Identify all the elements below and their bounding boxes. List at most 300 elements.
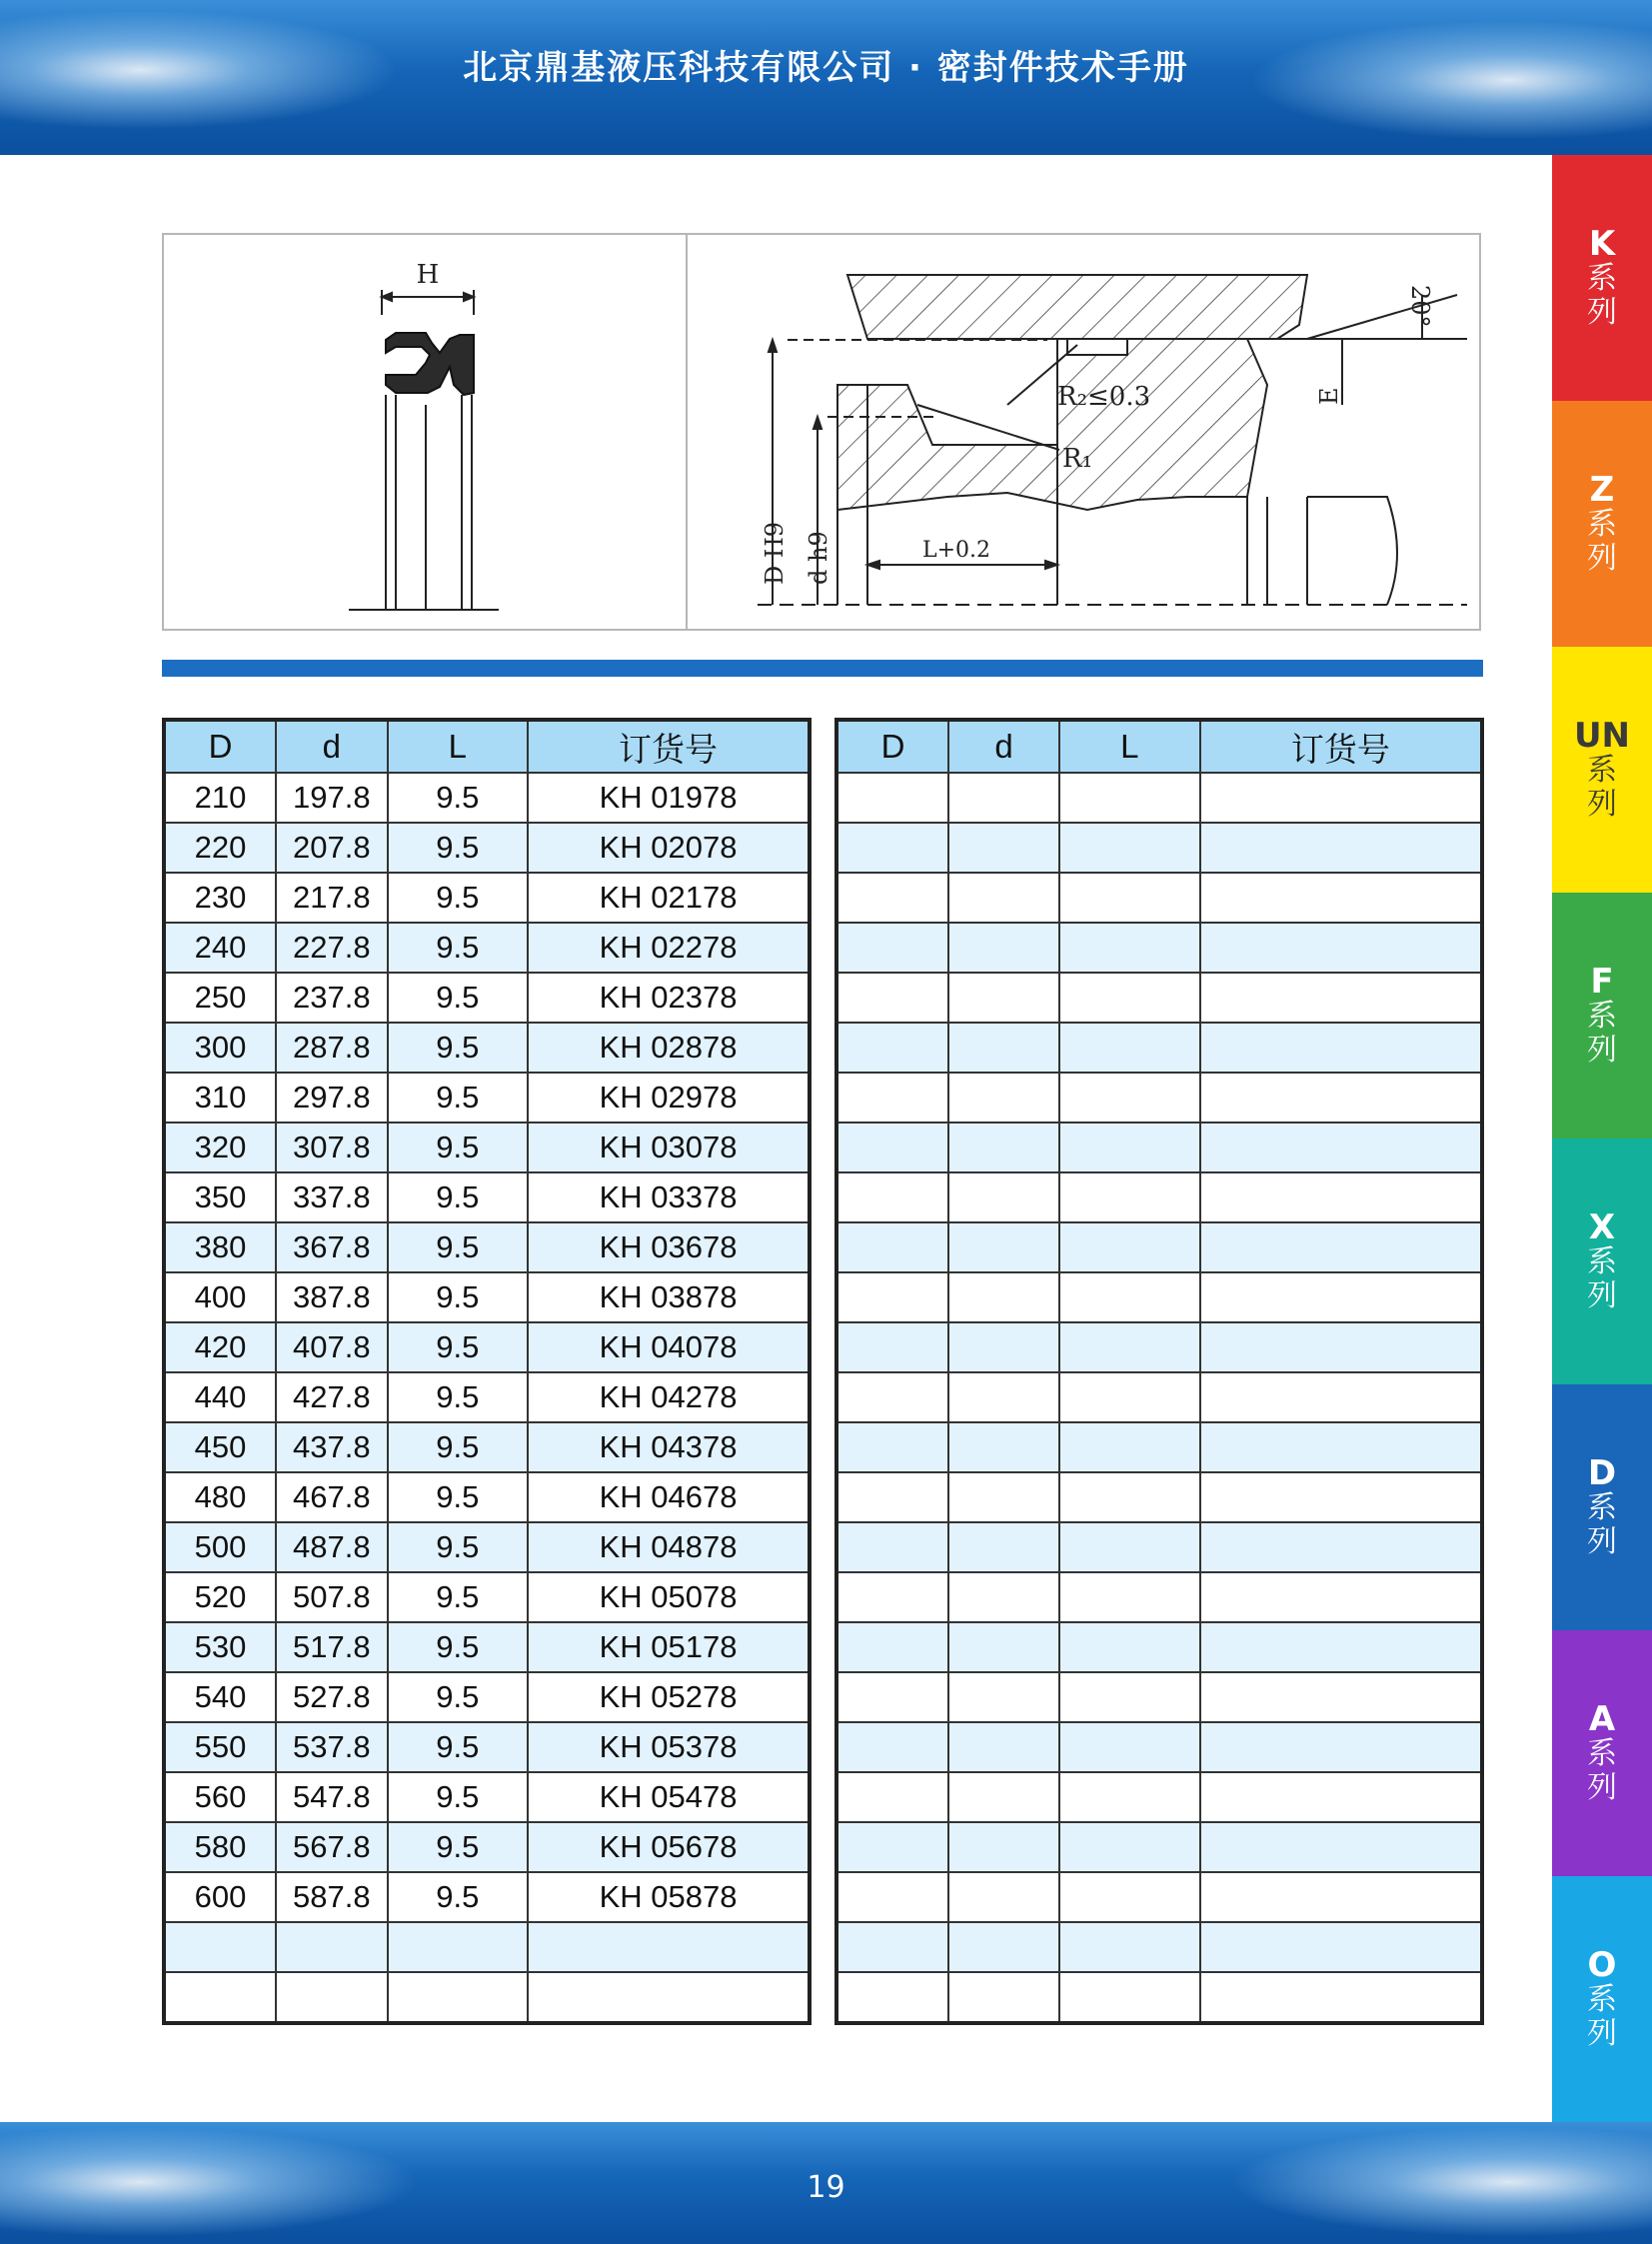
table-row [164, 1772, 810, 1822]
table-row [164, 1722, 810, 1772]
section-divider [162, 660, 1483, 677]
cell-d-inner: 197.8 [276, 773, 387, 823]
cell-d-inner [948, 1422, 1059, 1472]
table-row [164, 1972, 810, 2023]
cell-d-inner [948, 1172, 1059, 1222]
label-angle: 20° [1406, 285, 1434, 328]
cell-d-inner: 467.8 [276, 1472, 387, 1522]
cell-d-outer [836, 1522, 948, 1572]
table-row [836, 923, 1482, 973]
table-row [836, 1772, 1482, 1822]
cell-d-outer: 600 [164, 1872, 276, 1922]
cell-l [1059, 1622, 1200, 1672]
page-title: 北京鼎基液压科技有限公司 · 密封件技术手册 [463, 48, 1189, 88]
cell-order-no [1200, 1322, 1482, 1372]
cell-l: 9.5 [388, 873, 528, 923]
label-d-upper: D H9 [761, 521, 789, 585]
cell-l [1059, 1172, 1200, 1222]
cell-l [1059, 1122, 1200, 1172]
cell-order-no [1200, 1872, 1482, 1922]
series-tab-letter: Z [1589, 470, 1615, 510]
cell-l: 9.5 [388, 1472, 528, 1522]
table-row [164, 923, 810, 973]
cell-l: 9.5 [388, 1372, 528, 1422]
series-tab[interactable] [1552, 647, 1652, 893]
cell-order-no [1200, 1772, 1482, 1822]
cell-d-inner [276, 1972, 387, 2023]
series-tab-label: 系列 [1587, 1244, 1617, 1313]
cell-l [388, 1972, 528, 2023]
cell-order-no: KH 03878 [528, 1272, 810, 1322]
header-d-outer: D [836, 720, 948, 773]
cell-l: 9.5 [388, 1622, 528, 1672]
cell-d-inner [948, 1122, 1059, 1172]
table-row [164, 873, 810, 923]
series-tab-label: 系列 [1587, 261, 1617, 330]
cell-l [1059, 1672, 1200, 1722]
cell-l: 9.5 [388, 1772, 528, 1822]
cell-d-inner: 217.8 [276, 873, 387, 923]
cell-order-no: KH 05478 [528, 1772, 810, 1822]
cell-l: 9.5 [388, 1272, 528, 1322]
table-row [164, 1122, 810, 1172]
table-row [164, 1372, 810, 1422]
header-d-inner: d [276, 720, 387, 773]
cell-order-no [1200, 773, 1482, 823]
cell-d-inner: 307.8 [276, 1122, 387, 1172]
cell-l: 9.5 [388, 1572, 528, 1622]
cell-order-no [1200, 923, 1482, 973]
cell-order-no [1200, 1172, 1482, 1222]
cell-order-no: KH 05878 [528, 1872, 810, 1922]
table-row [836, 1622, 1482, 1672]
cell-l [1059, 1322, 1200, 1372]
series-tab-label: 系列 [1587, 1490, 1617, 1559]
seal-drawing [162, 233, 1481, 631]
cell-d-outer [836, 1222, 948, 1272]
spec-table-left [162, 718, 812, 2025]
cell-d-outer: 550 [164, 1722, 276, 1772]
table-row [836, 1922, 1482, 1972]
series-tab-label: 系列 [1587, 999, 1617, 1068]
table-row [164, 1172, 810, 1222]
table-row [836, 1322, 1482, 1372]
cell-l [1059, 973, 1200, 1023]
series-tab[interactable] [1552, 1630, 1652, 1876]
cell-d-outer [836, 1822, 948, 1872]
table-row [164, 1522, 810, 1572]
cell-order-no [1200, 1122, 1482, 1172]
cell-l [1059, 1422, 1200, 1472]
cell-d-inner [948, 1322, 1059, 1372]
table-row [836, 973, 1482, 1023]
cell-d-outer: 300 [164, 1023, 276, 1073]
cell-l [1059, 1472, 1200, 1522]
cell-d-outer [836, 1073, 948, 1122]
cell-order-no [1200, 1372, 1482, 1422]
cell-l: 9.5 [388, 1172, 528, 1222]
header-d-outer: D [164, 720, 276, 773]
series-tab-label: 系列 [1587, 1982, 1617, 2051]
table-row [164, 823, 810, 873]
groove-diagram [688, 235, 1483, 629]
table-row [164, 1073, 810, 1122]
cell-d-inner: 507.8 [276, 1572, 387, 1622]
cell-d-inner [948, 1672, 1059, 1722]
cell-order-no [1200, 1472, 1482, 1522]
cell-l: 9.5 [388, 1522, 528, 1572]
table-row [836, 1372, 1482, 1422]
cell-order-no [1200, 873, 1482, 923]
table-row [164, 1222, 810, 1272]
cell-d-inner [948, 1872, 1059, 1922]
table-row [164, 1472, 810, 1522]
cell-l [1059, 1272, 1200, 1322]
seal-cross-section [386, 333, 474, 395]
table-row [164, 1872, 810, 1922]
table-row [836, 1472, 1482, 1522]
cell-d-outer: 480 [164, 1472, 276, 1522]
cell-order-no: KH 05378 [528, 1722, 810, 1772]
header-order-no: 订货号 [528, 720, 810, 773]
cell-d-outer [836, 1472, 948, 1522]
cell-order-no: KH 02278 [528, 923, 810, 973]
cell-order-no: KH 04078 [528, 1322, 810, 1372]
cell-d-inner [948, 1073, 1059, 1122]
series-tab[interactable] [1552, 401, 1652, 647]
cell-order-no [1200, 1222, 1482, 1272]
cell-l [1059, 1222, 1200, 1272]
cell-order-no [1200, 1722, 1482, 1772]
cell-d-outer [836, 823, 948, 873]
cell-l [1059, 1972, 1200, 2023]
cell-d-outer: 450 [164, 1422, 276, 1472]
cell-l: 9.5 [388, 1872, 528, 1922]
cell-d-inner: 207.8 [276, 823, 387, 873]
cell-d-outer [836, 1772, 948, 1822]
footer-banner [0, 2122, 1652, 2244]
cell-d-outer [836, 1272, 948, 1322]
cell-d-outer [164, 1972, 276, 2023]
cell-d-outer [836, 1572, 948, 1622]
cell-l: 9.5 [388, 1822, 528, 1872]
table-row [164, 773, 810, 823]
cell-d-inner: 297.8 [276, 1073, 387, 1122]
series-tab-letter: X [1588, 1207, 1616, 1247]
label-e: E [1315, 387, 1343, 405]
series-tab[interactable] [1552, 1876, 1652, 2122]
cell-l: 9.5 [388, 1722, 528, 1772]
series-tab-letter: K [1588, 224, 1616, 264]
cell-d-outer: 420 [164, 1322, 276, 1372]
cell-order-no: KH 05278 [528, 1672, 810, 1722]
cell-d-outer [836, 1322, 948, 1372]
cell-order-no [1200, 973, 1482, 1023]
table-header-row [164, 720, 810, 773]
cell-d-inner: 227.8 [276, 923, 387, 973]
table-row [164, 1322, 810, 1372]
cell-order-no: KH 03378 [528, 1172, 810, 1222]
cell-order-no [1200, 1023, 1482, 1073]
cell-d-inner [948, 1572, 1059, 1622]
cell-order-no: KH 03078 [528, 1122, 810, 1172]
table-row [836, 1872, 1482, 1922]
cell-l: 9.5 [388, 1322, 528, 1372]
cell-d-inner [948, 1622, 1059, 1672]
series-tab[interactable] [1552, 1138, 1652, 1384]
table-row [164, 1822, 810, 1872]
page-number: 19 [807, 2170, 845, 2205]
cell-d-outer: 500 [164, 1522, 276, 1572]
cell-order-no [1200, 1622, 1482, 1672]
cell-l [1059, 1872, 1200, 1922]
table-row [164, 1922, 810, 1972]
cell-order-no: KH 04378 [528, 1422, 810, 1472]
series-tab-label: 系列 [1587, 753, 1617, 822]
cell-d-inner: 367.8 [276, 1222, 387, 1272]
label-d-lower: d h9 [805, 531, 832, 585]
cell-l: 9.5 [388, 923, 528, 973]
cell-l [1059, 1023, 1200, 1073]
cell-order-no: KH 04278 [528, 1372, 810, 1422]
table-row [836, 1972, 1482, 2023]
cell-d-inner [948, 823, 1059, 873]
cell-order-no [1200, 1572, 1482, 1622]
table-row [836, 1572, 1482, 1622]
cell-l [1059, 1522, 1200, 1572]
cell-d-inner [276, 1922, 387, 1972]
table-row [836, 873, 1482, 923]
cell-d-outer: 320 [164, 1122, 276, 1172]
series-tab-label: 系列 [1587, 507, 1617, 576]
cell-d-outer [836, 1972, 948, 2023]
cell-d-inner [948, 1772, 1059, 1822]
table-row [836, 1073, 1482, 1122]
series-tab-letter: D [1587, 1453, 1617, 1493]
cell-l [1059, 1073, 1200, 1122]
table-row [836, 1672, 1482, 1722]
cell-d-outer: 440 [164, 1372, 276, 1422]
cell-l [1059, 1922, 1200, 1972]
cell-l: 9.5 [388, 1122, 528, 1172]
cell-l [1059, 823, 1200, 873]
cell-l [1059, 1722, 1200, 1772]
cell-order-no: KH 02878 [528, 1023, 810, 1073]
cell-order-no: KH 04878 [528, 1522, 810, 1572]
cell-order-no [528, 1922, 810, 1972]
cell-d-inner: 537.8 [276, 1722, 387, 1772]
cell-l [388, 1922, 528, 1972]
cell-order-no: KH 04678 [528, 1472, 810, 1522]
cell-d-outer [836, 1922, 948, 1972]
header-banner [0, 0, 1652, 155]
series-tab-letter: UN [1573, 716, 1631, 756]
cell-d-outer [836, 1672, 948, 1722]
cell-d-inner [948, 1522, 1059, 1572]
cell-d-outer: 250 [164, 973, 276, 1023]
series-tab-letter: F [1590, 962, 1614, 1002]
seal-profile-diagram [164, 235, 684, 629]
cell-l: 9.5 [388, 1073, 528, 1122]
cell-d-inner: 437.8 [276, 1422, 387, 1472]
cell-l: 9.5 [388, 1023, 528, 1073]
cell-d-outer [836, 1422, 948, 1472]
cell-l [1059, 1372, 1200, 1422]
spec-table-right [834, 718, 1484, 2025]
cell-order-no: KH 05678 [528, 1822, 810, 1872]
cell-d-inner: 517.8 [276, 1622, 387, 1672]
label-l: L+0.2 [922, 538, 991, 563]
series-tab[interactable] [1552, 155, 1652, 401]
cell-l: 9.5 [388, 823, 528, 873]
cell-l: 9.5 [388, 773, 528, 823]
table-row [164, 1672, 810, 1722]
label-r1: R₁ [1062, 444, 1092, 474]
cell-d-outer [836, 773, 948, 823]
table-row [836, 1122, 1482, 1172]
cell-d-inner: 487.8 [276, 1522, 387, 1572]
cell-d-outer [836, 923, 948, 973]
header-l: L [1059, 720, 1200, 773]
cell-d-inner [948, 873, 1059, 923]
cell-order-no: KH 05178 [528, 1622, 810, 1672]
cell-order-no [1200, 1822, 1482, 1872]
table-row [164, 1272, 810, 1322]
cell-d-outer [836, 1872, 948, 1922]
cell-d-inner: 407.8 [276, 1322, 387, 1372]
cell-d-outer: 230 [164, 873, 276, 923]
cell-order-no: KH 02078 [528, 823, 810, 873]
cell-l: 9.5 [388, 1422, 528, 1472]
cell-d-inner [948, 1472, 1059, 1522]
cell-d-inner [948, 1822, 1059, 1872]
label-r2: R₂≤0.3 [1057, 382, 1151, 412]
cell-d-outer: 310 [164, 1073, 276, 1122]
cell-d-inner: 527.8 [276, 1672, 387, 1722]
cell-d-inner: 567.8 [276, 1822, 387, 1872]
table-row [836, 773, 1482, 823]
table-header-row [836, 720, 1482, 773]
cell-l: 9.5 [388, 1672, 528, 1722]
cell-d-outer: 540 [164, 1672, 276, 1722]
cell-d-inner [948, 1372, 1059, 1422]
table-row [164, 1572, 810, 1622]
cell-d-inner: 237.8 [276, 973, 387, 1023]
cell-d-outer [164, 1922, 276, 1972]
cell-d-inner: 547.8 [276, 1772, 387, 1822]
cell-l [1059, 1822, 1200, 1872]
cell-order-no [528, 1972, 810, 2023]
cell-d-inner [948, 773, 1059, 823]
cell-d-outer: 220 [164, 823, 276, 873]
cell-order-no [1200, 1522, 1482, 1572]
table-row [836, 1172, 1482, 1222]
cell-d-outer: 350 [164, 1172, 276, 1222]
table-row [836, 1822, 1482, 1872]
cell-d-outer: 400 [164, 1272, 276, 1322]
table-row [836, 1522, 1482, 1572]
cell-d-outer [836, 973, 948, 1023]
series-tab-letter: A [1588, 1699, 1616, 1739]
table-row [836, 1422, 1482, 1472]
cell-l [1059, 1572, 1200, 1622]
cell-d-outer: 560 [164, 1772, 276, 1822]
label-h: H [416, 260, 440, 290]
cell-d-outer: 240 [164, 923, 276, 973]
cell-d-inner [948, 1972, 1059, 2023]
cell-order-no [1200, 1972, 1482, 2023]
cell-order-no: KH 02178 [528, 873, 810, 923]
cell-l [1059, 1772, 1200, 1822]
series-tab-label: 系列 [1587, 1736, 1617, 1805]
cell-order-no [1200, 1922, 1482, 1972]
cell-d-outer: 210 [164, 773, 276, 823]
cell-d-outer [836, 1023, 948, 1073]
series-tab-letter: O [1587, 1945, 1617, 1985]
cell-order-no: KH 02378 [528, 973, 810, 1023]
cell-d-outer [836, 1722, 948, 1772]
cell-order-no: KH 03678 [528, 1222, 810, 1272]
series-tabs [1552, 155, 1652, 2122]
cell-d-inner [948, 973, 1059, 1023]
cell-order-no [1200, 1672, 1482, 1722]
cell-order-no: KH 05078 [528, 1572, 810, 1622]
table-row [164, 1422, 810, 1472]
cell-order-no [1200, 823, 1482, 873]
cell-d-inner [948, 1922, 1059, 1972]
table-row [836, 1722, 1482, 1772]
cell-order-no [1200, 1272, 1482, 1322]
table-row [836, 1222, 1482, 1272]
cell-l [1059, 773, 1200, 823]
cell-d-inner [948, 1722, 1059, 1772]
table-row [836, 823, 1482, 873]
cell-d-outer [836, 873, 948, 923]
cell-d-inner: 287.8 [276, 1023, 387, 1073]
cell-d-outer: 580 [164, 1822, 276, 1872]
cell-l: 9.5 [388, 973, 528, 1023]
table-row [164, 1622, 810, 1672]
cell-order-no [1200, 1422, 1482, 1472]
cell-order-no [1200, 1073, 1482, 1122]
cell-d-outer: 520 [164, 1572, 276, 1622]
cell-l: 9.5 [388, 1222, 528, 1272]
cell-l [1059, 873, 1200, 923]
cell-l [1059, 923, 1200, 973]
cell-d-outer [836, 1372, 948, 1422]
header-l: L [388, 720, 528, 773]
cell-d-outer: 530 [164, 1622, 276, 1672]
cell-d-inner: 427.8 [276, 1372, 387, 1422]
cell-d-inner: 587.8 [276, 1872, 387, 1922]
cell-d-inner: 387.8 [276, 1272, 387, 1322]
cell-d-inner [948, 1023, 1059, 1073]
cell-d-outer [836, 1622, 948, 1672]
cell-d-inner: 337.8 [276, 1172, 387, 1222]
cell-d-outer [836, 1122, 948, 1172]
cell-d-inner [948, 923, 1059, 973]
series-tab[interactable] [1552, 893, 1652, 1138]
header-d-inner: d [948, 720, 1059, 773]
cell-order-no: KH 01978 [528, 773, 810, 823]
cell-d-inner [948, 1222, 1059, 1272]
table-row [164, 1023, 810, 1073]
table-row [836, 1272, 1482, 1322]
cell-order-no: KH 02978 [528, 1073, 810, 1122]
cell-d-inner [948, 1272, 1059, 1322]
header-order-no: 订货号 [1200, 720, 1482, 773]
series-tab[interactable] [1552, 1384, 1652, 1630]
